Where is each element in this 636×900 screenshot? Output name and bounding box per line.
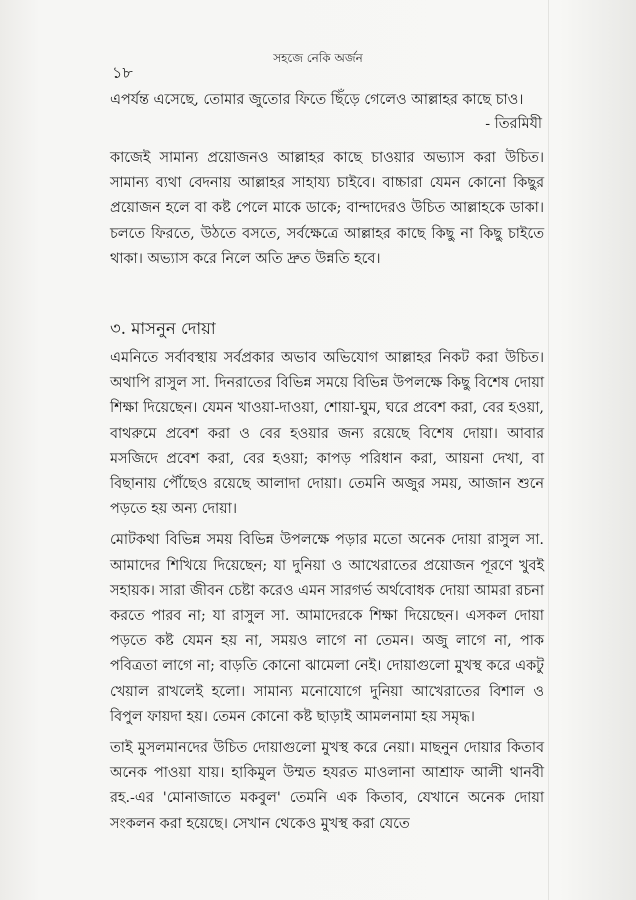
section-body (110, 346, 544, 843)
running-header-title: সহজে নেকি অর্জন (273, 51, 363, 65)
citation-source: - তিরমিযী (485, 116, 542, 132)
main-paragraph (110, 146, 544, 272)
intro-text: এপর্যন্ত এসেছে, তোমার জুতোর ফিতে ছিঁড়ে গেলেও আল্লাহর কাছে চাও। (110, 92, 524, 108)
paragraph-text: কাজেই সামান্য প্রয়োজনও আল্লাহর কাছে চাওয়ার অভ্যাস করা উচিত। সামান্য ব্যথা বেদনায় আল্লাহর সাহায্য চাইবে। বাচ্চারা যেমন কোনো কিছুর প্রয়োজন হলে বা কষ্ট পেলে মাকে ডাকে; বান্দাদেরও উচিত আল্লাহকে ডাকা। চলতে ফিরতে, উঠতে বসতে, সর্বক্ষেত্রে আল্লাহর কাছে কিছু না কিছু চাইতে থাকা। অভ্যাস করে নিলে অতি দ্রুত উন্নতি হবে। (110, 150, 544, 267)
section-paragraph-3: তাই মুসলমানদের উচিত দোয়াগুলো মুখস্থ করে নেয়া। মাছনুন দোয়ার কিতাব অনেক পাওয়া যায়। হাকিমুল উম্মত হযরত মাওলানা আশ্রাফ আলী থানবী রহ.-এর 'মোনাজাতে মকবুল' তেমনি এক কিতাব, যেখানে অনেক দোয়া সংকলন করা হয়েছে। সেখান থেকেও মুখস্থ করা যেতে (110, 740, 544, 832)
section-paragraph-1: এমনিতে সর্বাবস্থায় সর্বপ্রকার অভাব অভিযোগ আল্লাহর নিকট করা উচিত। অথাপি রাসুল সা. দিনরাতের বিভিন্ন সময়ে বিভিন্ন উপলক্ষে কিছু বিশেষ দোয়া শিক্ষা দিয়েছেন। যেমন খাওয়া-দাওয়া, শোয়া-ঘুম, ঘরে প্রবেশ করা, বের হওয়া, বাথরুমে প্রবেশ করা ও বের হওয়ার জন্য রয়েছে বিশেষ দোয়া। আবার মসজিদে প্রবেশ করা, বের হওয়া; কাপড় পরিধান করা, আয়না দেখা, বা বিছানায় পৌঁছেও রয়েছে আলাদা দোয়া। তেমনি অজুর সময়, আজান শুনে পড়তে হয় অন্য দোয়া। (110, 350, 544, 518)
page-number: ১৮ (112, 63, 133, 82)
section-paragraph-2: মোটকথা বিভিন্ন সময় বিভিন্ন উপলক্ষে পড়ার মতো অনেক দোয়া রাসুল সা. আমাদের শিখিয়ে দিয়েছেন; যা দুনিয়া ও আখেরাতের প্রয়োজন পূরণে খুবই সহায়ক। সারা জীবন চেষ্টা করেও এমন সারগর্ভ অর্থবোধক দোয়া আমরা রচনা করতে পারব না; যা রাসুল সা. আমাদেরকে শিক্ষা দিয়েছেন। এসকল দোয়া পড়তে কষ্ট যেমন হয় না, সময়ও লাগে না তেমন। অজু লাগে না, পাক পবিত্রতা লাগে না; বাড়তি কোনো ঝামেলা নেই। দোয়াগুলো মুখস্থ করে একটু খেয়াল রাখলেই হলো। সামান্য মনোযোগে দুনিয়া আখেরাতের বিশাল ও বিপুল ফায়দা হয়। তেমন কোনো কষ্ট ছাড়াই আমলনামা হয় সমৃদ্ধ। (110, 532, 544, 725)
intro-paragraph (110, 88, 544, 113)
scan-margin-line (548, 0, 549, 900)
section-heading: ৩. মাসনুন দোয়া (110, 319, 216, 338)
